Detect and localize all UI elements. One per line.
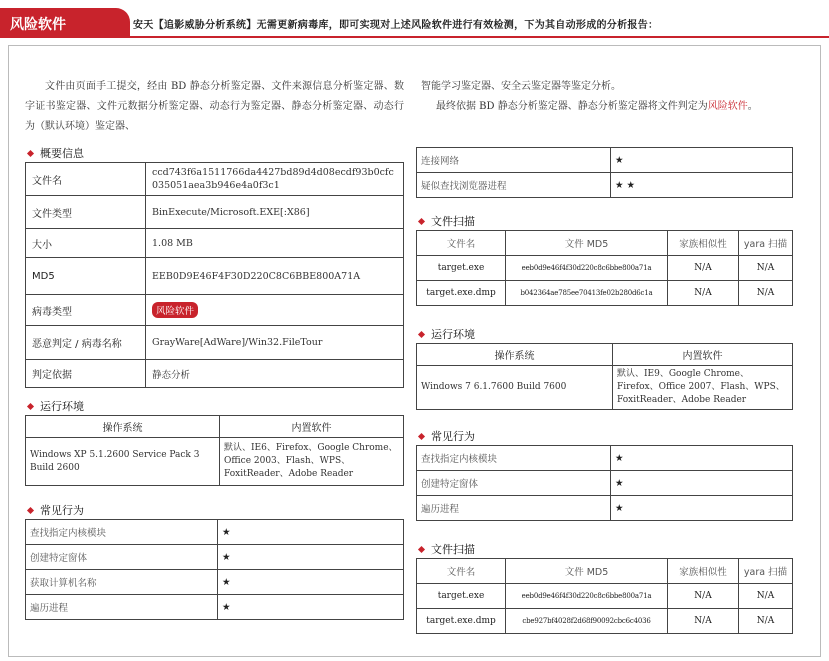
star-icon: ★ [218,595,404,620]
summary-title: 概要信息 [25,145,404,161]
header-divider [0,36,829,38]
behavior-table [25,519,404,620]
table-row [417,281,793,306]
summary-verdict: GrayWare[AdWare]/Win32.FileTour [146,326,404,360]
diamond-bullet-icon [418,217,425,224]
table-row [417,584,793,609]
scan-head: 文件名 [417,559,506,584]
env-head-os: 操作系统 [26,416,220,438]
scan-family: N/A [668,609,739,634]
diamond-bullet-icon [27,506,34,513]
scan-yara: N/A [739,609,793,634]
summary-key: 恶意判定 / 病毒名称 [26,326,146,360]
behavior-label: 遍历进程 [26,595,218,620]
summary-key: 判定依据 [26,360,146,388]
section-intro: 安天【追影威胁分析系统】无需更新病毒库，即可实现对上述风险软件进行有效检测，下为其自动形成的分析报告： [133,20,659,31]
scan-filename: target.exe [417,584,506,609]
table-row [417,344,793,366]
star-icon: ★ [218,545,404,570]
scan-head: 文件名 [417,231,506,256]
summary-key: 文件名 [26,163,146,196]
diamond-bullet-icon [27,149,34,156]
table-row [417,366,793,410]
right-paragraph-a: 智能学习鉴定器、安全云鉴定器等鉴定分析。 [421,81,621,92]
env-software: 默认、IE6、Firefox、Google Chrome、Office 2003、Flash、WPS、FoxitReader、Adobe Reader [220,438,404,486]
scan-filename: target.exe.dmp [417,281,506,306]
env-title: 运行环境 [25,398,404,414]
left-column [25,77,404,620]
behavior-title: 常见行为 [25,502,404,518]
behavior-label: 遍历进程 [417,496,611,521]
summary-filetype: BinExecute/Microsoft.EXE[:X86] [146,196,404,229]
summary-key: MD5 [26,258,146,295]
table-row [417,231,793,256]
summary-md5: EEB0D9E46F4F30D220C8C6BBE800A71A [146,258,404,295]
scan-yara: N/A [739,584,793,609]
table-row [26,595,404,620]
env2-table [416,343,793,410]
top-behavior-table [416,147,793,198]
table-row [26,196,404,229]
scan-yara: N/A [739,256,793,281]
scan2-title: 文件扫描 [416,541,793,557]
table-row [26,326,404,360]
diamond-bullet-icon [418,330,425,337]
env-table [25,415,404,486]
env-software: 默认、IE9、Google Chrome、Firefox、Office 2007、Flash、WPS、FoxitReader、Adobe Reader [613,366,793,410]
table-row [417,471,793,496]
env-head-os: 操作系统 [417,344,613,366]
env-head-sw: 内置软件 [613,344,793,366]
table-row [26,416,404,438]
behavior-label: 查找指定内核模块 [417,446,611,471]
behavior-label: 获取计算机名称 [26,570,218,595]
star-icon: ★ [218,520,404,545]
table-row [26,570,404,595]
star-icon: ★ [218,570,404,595]
table-row [26,545,404,570]
scan-md5: cbe927bf4028f2d68f90092cbc6c4036 [506,609,668,634]
scan-head: yara 扫描 [739,559,793,584]
scan-md5: eeb0d9e46f4f30d220c8c6bbe800a71a [506,256,668,281]
env-os: Windows 7 6.1.7600 Build 7600 [417,366,613,410]
scan-filename: target.exe.dmp [417,609,506,634]
table-row [417,256,793,281]
table-row [26,520,404,545]
behavior-label: 查找指定内核模块 [26,520,218,545]
table-row [26,438,404,486]
behavior-label: 疑似查找浏览器进程 [417,173,611,198]
table-row [26,295,404,326]
scan1-table [416,230,793,306]
table-row [26,229,404,258]
env-os: Windows XP 5.1.2600 Service Pack 3 Build 2600 [26,438,220,486]
table-row [417,173,793,198]
scan-yara: N/A [739,281,793,306]
verdict-highlight: 风险软件 [707,101,748,112]
diamond-bullet-icon [27,402,34,409]
summary-key: 大小 [26,229,146,258]
star-icon: ★ [611,471,793,496]
scan-filename: target.exe [417,256,506,281]
scan-family: N/A [668,584,739,609]
star-icon: ★ [611,446,793,471]
summary-key: 文件类型 [26,196,146,229]
section-tab: 风险软件 [0,8,130,36]
scan-family: N/A [668,256,739,281]
scan-md5: b042364ae785ee70413fe02b280d6c1a [506,281,668,306]
table-row [26,360,404,388]
virus-type-badge: 风险软件 [152,302,198,318]
table-row [417,446,793,471]
behavior-label: 创建特定窗体 [417,471,611,496]
behavior-label: 创建特定窗体 [26,545,218,570]
star-icon: ★ ★ [611,173,793,198]
scan-head: 文件 MD5 [506,231,668,256]
diamond-bullet-icon [418,432,425,439]
env2-title: 运行环境 [416,326,793,342]
table-row [417,559,793,584]
table-row [26,258,404,295]
table-row [417,148,793,173]
behavior2-title: 常见行为 [416,428,793,444]
star-icon: ★ [611,496,793,521]
behavior2-table [416,445,793,521]
env-head-sw: 内置软件 [220,416,404,438]
diamond-bullet-icon [418,545,425,552]
star-icon: ★ [611,148,793,173]
summary-basis: 静态分析 [146,360,404,388]
scan1-title: 文件扫描 [416,213,793,229]
right-paragraph-b: 最终依据 BD 静态分析鉴定器、静态分析鉴定器将文件判定为风险软件。 [436,101,758,112]
scan-head: 家族相似性 [668,231,739,256]
summary-key: 病毒类型 [26,295,146,326]
scan-head: 家族相似性 [668,559,739,584]
scan-family: N/A [668,281,739,306]
behavior-label: 连接网络 [417,148,611,173]
intro-paragraph: 文件由页面手工提交，经由 BD 静态分析鉴定器、文件来源信息分析鉴定器、数字证书鉴定器、文件元数据分析鉴定器、动态行为鉴定器、静态分析鉴定器、动态行为（默认环境）鉴定器、 [25,81,404,132]
scan-md5: eeb0d9e46f4f30d220c8c6bbe800a71a [506,584,668,609]
table-row [417,609,793,634]
table-row [417,496,793,521]
summary-size: 1.08 MB [146,229,404,258]
right-column [416,77,793,634]
scan2-table [416,558,793,634]
scan-head: 文件 MD5 [506,559,668,584]
summary-table [25,162,404,388]
summary-filename: ccd743f6a1511766da4427bd89d4d08ecdf93b0cfc035051aea3b946e4a0f3c1 [146,163,404,196]
scan-head: yara 扫描 [739,231,793,256]
table-row [26,163,404,196]
